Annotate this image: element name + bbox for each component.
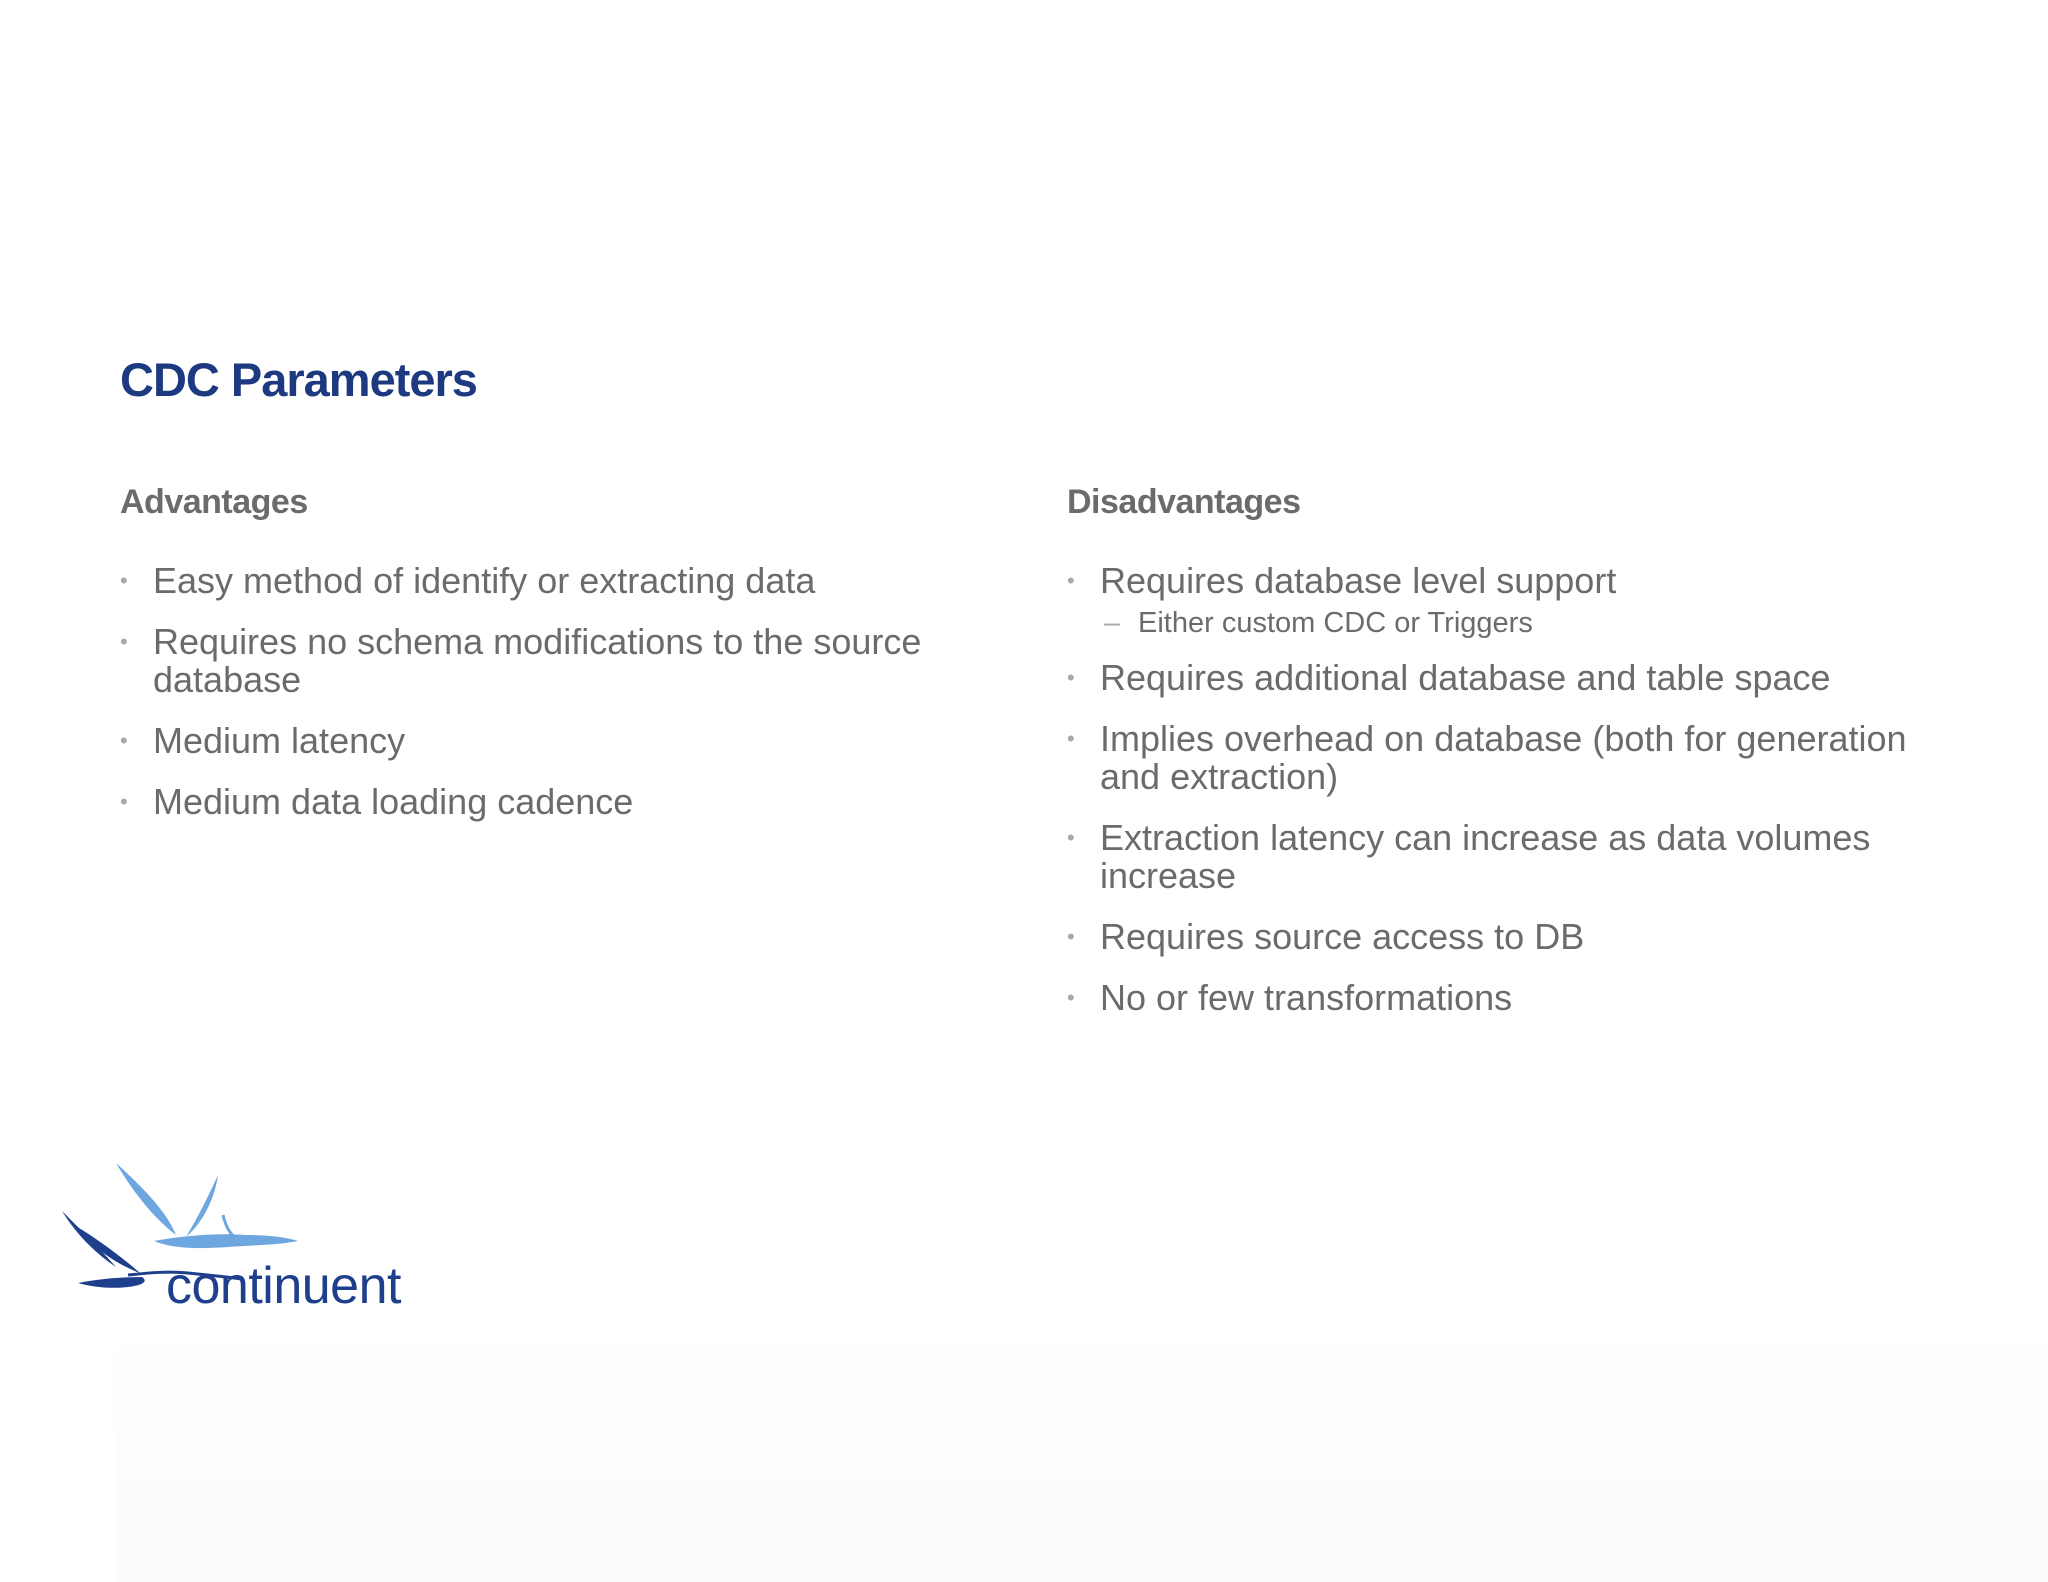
- sub-list-item-text: Either custom CDC or Triggers: [1138, 607, 1533, 639]
- bullet-icon: •: [120, 568, 128, 593]
- sub-list: [1100, 606, 1967, 640]
- list-item: [1067, 979, 1967, 1017]
- list-item: [120, 623, 940, 699]
- disadvantages-list: [1067, 562, 1967, 1017]
- bullet-icon: •: [1067, 825, 1075, 850]
- advantages-heading: Advantages: [120, 483, 308, 521]
- list-item-text: Implies overhead on database (both for generation and extraction): [1100, 718, 1907, 797]
- list-item-text: Requires no schema modifications to the source database: [153, 621, 922, 700]
- disadvantages-column: [1067, 482, 1967, 1040]
- list-item-text: Extraction latency can increase as data volumes increase: [1100, 817, 1871, 896]
- list-item: [120, 562, 940, 600]
- logo-wordmark: continuent: [166, 1257, 401, 1315]
- bullet-icon: •: [120, 789, 128, 814]
- bullet-icon: •: [1067, 985, 1075, 1010]
- advantages-list: [120, 562, 940, 821]
- list-item: [120, 722, 940, 760]
- bullet-icon: •: [1067, 924, 1075, 949]
- swan-dark-wing-front: [74, 1225, 140, 1273]
- bullet-icon: •: [1067, 726, 1075, 751]
- bullet-icon: •: [120, 629, 128, 654]
- footer-band: [115, 1320, 2048, 1582]
- list-item-text: Requires database level support: [1100, 560, 1617, 601]
- list-item: [120, 783, 940, 821]
- list-item: [1067, 918, 1967, 956]
- list-item: [1067, 819, 1967, 895]
- bullet-icon: •: [120, 728, 128, 753]
- disadvantages-heading: Disadvantages: [1067, 483, 1301, 521]
- list-item-text: Easy method of identify or extracting data: [153, 560, 816, 601]
- swan-dark-body: [78, 1277, 145, 1288]
- list-item-text: Medium latency: [153, 720, 406, 761]
- list-item: [1067, 720, 1967, 796]
- list-item-text: Requires additional database and table space: [1100, 657, 1831, 698]
- list-item-text: Medium data loading cadence: [153, 781, 634, 822]
- swan-light-body: [154, 1234, 298, 1248]
- list-item: [1067, 659, 1967, 697]
- list-item-text: Requires source access to DB: [1100, 916, 1585, 957]
- bullet-icon: •: [1067, 568, 1075, 593]
- swan-light-wing-front: [186, 1175, 218, 1237]
- swan-light-wing-back: [116, 1163, 176, 1235]
- sub-list-item: [1100, 606, 1967, 640]
- slide-title: CDC Parameters: [120, 353, 477, 406]
- list-item-text: No or few transformations: [1100, 977, 1513, 1018]
- dash-icon: –: [1104, 607, 1121, 639]
- bullet-icon: •: [1067, 665, 1075, 690]
- list-item: [1067, 562, 1967, 640]
- advantages-column: [120, 482, 940, 844]
